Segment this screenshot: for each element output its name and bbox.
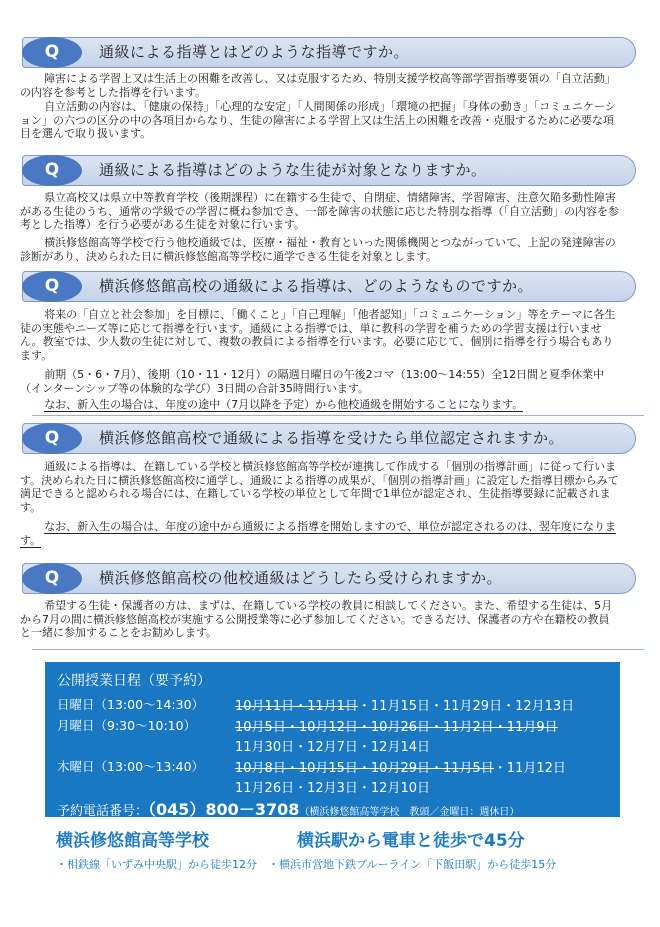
thursday-dates-2: 11月26日・12月3日・12月10日 bbox=[235, 781, 430, 796]
answer-paragraph: 前期（5・6・7月）、後期（10・11・12月）の隔週日曜日の午後2コマ（13:00〜14:55）全12日間と夏季休業中（インターンシップ等の体験的な学び）3日間の合計35時間行います。 bbox=[20, 368, 605, 395]
schedule-box bbox=[45, 662, 620, 817]
question-title: 横浜修悠館高校の他校通級はどうしたら受けられますか。 bbox=[99, 569, 503, 587]
sunday-dates: 10月11日・11月1日・11月15日・11月29日・12月13日 bbox=[235, 699, 575, 714]
monday-label: 月曜日（9:30〜10:10） bbox=[57, 718, 197, 733]
question-bar-2 bbox=[22, 155, 636, 186]
thursday-label: 木曜日（13:00〜13:40） bbox=[57, 759, 205, 774]
question-title: 通級による指導とはどのような指導ですか。 bbox=[99, 43, 410, 61]
question-bar-3 bbox=[22, 271, 636, 302]
answer-paragraph: 自立活動の内容は、「健康の保持」「心理的な安定」「人間関係の形成」「環境の把握」「身体の動き」「コミュニケーション」の六つの区分の中の各項目からなり、生徒の障害による学習上又は生活上の困難を改善・克服するために必要な項目を選んで取り扱います。 bbox=[20, 100, 616, 141]
access-info: 横浜駅から電車と徒歩で45分 bbox=[297, 831, 525, 851]
phone-label: 予約電話番号： bbox=[57, 804, 149, 819]
q-badge: Q bbox=[22, 155, 82, 186]
answer-paragraph: 通級による指導は、在籍している学校と横浜修悠館高等学校が連携して作成する「個別の指導計画」に従って行います。決められた日に横浜修悠館高校に通学し、通級による指導の成果が、「個別の指導計画」に設定した指導目標からみて満足できると認められる場合には、在籍している学校の単位として年間で1単位が認定され、生徒指導要録に記載されます。 bbox=[20, 460, 619, 514]
phone-number: （045）800－3708 bbox=[148, 800, 300, 819]
answer-note: なお、新入生の場合は、年度の途中（7月以降を予定）から他校通級を開始することになります。 bbox=[44, 398, 524, 411]
q-badge: Q bbox=[22, 423, 82, 454]
monday-canceled: 10月5日・10月12日・10月26日・11月2日・11月9日 bbox=[235, 720, 558, 735]
divider bbox=[32, 649, 644, 650]
answer-paragraph: 将来の「自立と社会参加」を目標に、「働くこと」「自己理解」「他者認知」「コミュニケーション」等をテーマに各生徒の実態やニーズ等に応じて指導を行います。通級による指導では、単に教科の学習を補うための学習支援は行いません。教室では、少人数の生徒に対して、複数の教員による指導を行います。必要に応じて、個別に指導を行う場合もあります。 bbox=[20, 308, 616, 362]
question-bar-1 bbox=[22, 37, 636, 68]
q-badge: Q bbox=[22, 271, 82, 302]
question-bar-5 bbox=[22, 563, 636, 594]
q-badge: Q bbox=[22, 563, 82, 594]
answer-note: なお、新入生の場合は、年度の途中から通級による指導を開始しますので、単位が認定されるのは、翌年度になります。 bbox=[20, 520, 616, 547]
question-title: 横浜修悠館高校の通級による指導は、どのようなものですか。 bbox=[99, 277, 534, 295]
phone-note: （横浜修悠館高等学校 教頭／金曜日：週休日） bbox=[299, 807, 520, 818]
canceled-dates: 10月11日・11月1日 bbox=[235, 699, 358, 714]
answer-paragraph: 横浜修悠館高等学校で行う他校通級では、医療・福祉・教育といった関係機関とつながっていて、上記の発達障害の診断があり、決められた日に横浜修悠館高等学校に通学できる生徒を対象とします。 bbox=[20, 236, 616, 263]
question-title: 横浜修悠館高校で通級による指導を受けたら単位認定されますか。 bbox=[99, 429, 565, 447]
answer-paragraph: 障害による学習上又は生活上の困難を改善し、又は克服するため、特別支援学校高等部学習指導要領の「自立活動」の内容を参考とした指導を行います。 bbox=[20, 72, 616, 99]
divider bbox=[32, 415, 644, 416]
thursday-dates: 10月8日・10月15日・10月29日・11月5日・11月12日 bbox=[235, 761, 566, 776]
phone-line bbox=[57, 797, 519, 820]
answer-paragraph: 県立高校又は県立中等教育学校（後期課程）に在籍する生徒で、自閉症、情緒障害、学習障害、注意欠陥多動性障害がある生徒のうち、通常の学級での学習に概ね参加でき、一部を障害の状態に応じた特別な指導（「自立活動」の内容を参考とした指導）を行う必要がある生徒を対象に行います。 bbox=[20, 191, 620, 232]
q-badge: Q bbox=[22, 37, 82, 68]
schedule-title: 公開授業日程（要予約） bbox=[57, 673, 211, 689]
station-info: ・相鉄線「いずみ中央駅」から徒歩12分 ・横浜市営地下鉄ブルーライン「下飯田駅」から徒歩15分 bbox=[56, 858, 557, 871]
answer-paragraph: 希望する生徒・保護者の方は、まずは、在籍している学校の教員に相談してください。また、希望する生徒は、5月から7月の間に横浜修悠館高校が実施する公開授業等に必ず参加してください。できるだけ、保護者の方や在籍校の教員と一緒に参加することをお勧めします。 bbox=[20, 599, 613, 640]
school-name: 横浜修悠館高等学校 bbox=[56, 831, 209, 851]
monday-dates: 11月30日・12月7日・12月14日 bbox=[235, 740, 430, 755]
question-bar-4 bbox=[22, 423, 636, 454]
question-title: 通級による指導はどのような生徒が対象となりますか。 bbox=[99, 161, 487, 179]
sunday-label: 日曜日（13:00〜14:30） bbox=[57, 697, 205, 712]
